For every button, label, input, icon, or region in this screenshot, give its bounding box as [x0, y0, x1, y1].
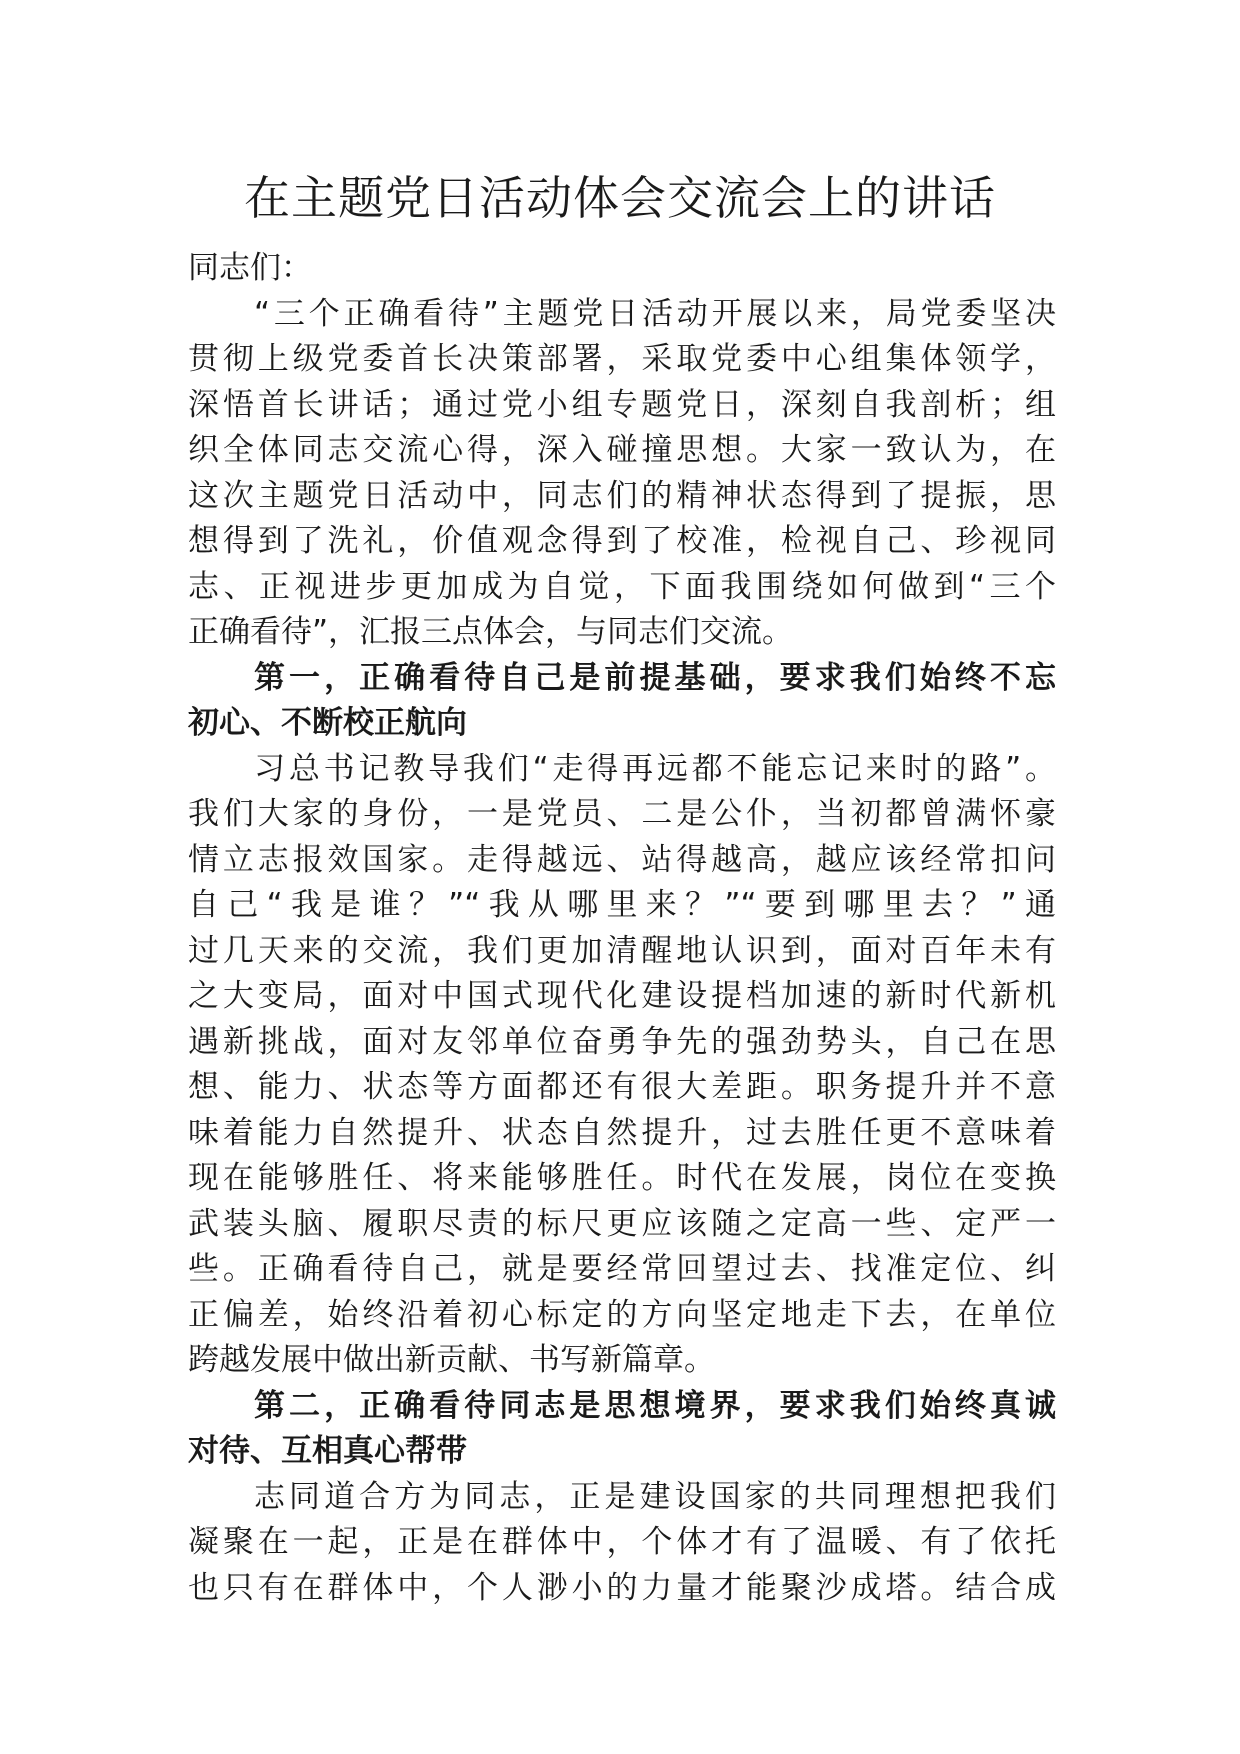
- text-line: 味着能力自然提升、状态自然提升，过去胜任更不意味着: [188, 1114, 1056, 1151]
- text-line: 贯彻上级党委首长决策部署，采取党委中心组集体领学，: [188, 341, 1056, 377]
- salutation: [188, 246, 1056, 292]
- text-line: 也只有在群体中，个人渺小的力量才能聚沙成塔。结合成: [188, 1569, 1056, 1606]
- text-line: 武装头脑、履职尽责的标尺更应该随之定高一些、定严一: [188, 1205, 1056, 1242]
- salutation-line: 同志们：: [188, 250, 312, 286]
- text-line: 情立志报效国家。走得越远、站得越高，越应该经常扣问: [188, 841, 1056, 878]
- text-line: 过几天来的交流，我们更加清醒地认识到，面对百年未有: [188, 932, 1056, 969]
- text-line: 正偏差，始终沿着初心标定的方向坚定地走下去，在单位: [188, 1296, 1056, 1333]
- text-line: 跨越发展中做出新贡献、书写新篇章。: [188, 1342, 715, 1378]
- heading-line: 第一，正确看待自己是前提基础，要求我们始终不忘: [254, 659, 1056, 696]
- intro-paragraph: [188, 292, 1056, 656]
- section-heading-1: [188, 656, 1056, 747]
- text-line: 织全体同志交流心得，深入碰撞思想。大家一致认为，在: [188, 432, 1056, 468]
- text-line: 想、能力、状态等方面都还有很大差距。职务提升并不意: [188, 1069, 1056, 1105]
- text-line: 志、正视进步更加成为自觉，下面我围绕如何做到“三个: [188, 568, 1056, 605]
- document-title: 在主题党日活动体会交流会上的讲话: [244, 171, 996, 225]
- text-line: 志同道合方为同志，正是建设国家的共同理想把我们: [254, 1478, 1056, 1515]
- text-line: 这次主题党日活动中，同志们的精神状态得到了提振，思: [188, 477, 1056, 514]
- text-line: 凝聚在一起，正是在群体中，个体才有了温暖、有了依托: [188, 1524, 1056, 1560]
- text-line: 之大变局，面对中国式现代化建设提档加速的新时代新机: [188, 978, 1056, 1014]
- document-body: [188, 246, 1056, 1611]
- text-line: 遇新挑战，面对友邻单位奋勇争先的强劲势头，自己在思: [188, 1023, 1056, 1060]
- section-paragraph-2: [188, 1475, 1056, 1612]
- text-line: 我们大家的身份，一是党员、二是公仆，当初都曾满怀豪: [188, 796, 1056, 832]
- text-line: 想得到了洗礼，价值观念得到了校准，检视自己、珍视同: [188, 523, 1056, 559]
- section-paragraph-1: [188, 747, 1056, 1384]
- heading-line: 第二，正确看待同志是思想境界，要求我们始终真诚: [254, 1387, 1056, 1424]
- text-line: 自己“我是谁？”“我从哪里来？”“要到哪里去？”通: [188, 887, 1056, 923]
- text-line: “三个正确看待”主题党日活动开展以来，局党委坚决: [254, 295, 1056, 332]
- text-line: 些。正确看待自己，就是要经常回望过去、找准定位、纠: [188, 1251, 1056, 1287]
- text-line: 习总书记教导我们“走得再远都不能忘记来时的路”。: [254, 750, 1056, 787]
- heading-line: 初心、不断校正航向: [188, 705, 467, 741]
- text-line: 现在能够胜任、将来能够胜任。时代在发展，岗位在变换: [188, 1160, 1056, 1196]
- heading-line: 对待、互相真心帮带: [188, 1433, 467, 1469]
- text-line: 正确看待”，汇报三点体会，与同志们交流。: [188, 614, 794, 650]
- text-line: 深悟首长讲话；通过党小组专题党日，深刻自我剖析；组: [188, 386, 1056, 423]
- section-heading-2: [188, 1384, 1056, 1475]
